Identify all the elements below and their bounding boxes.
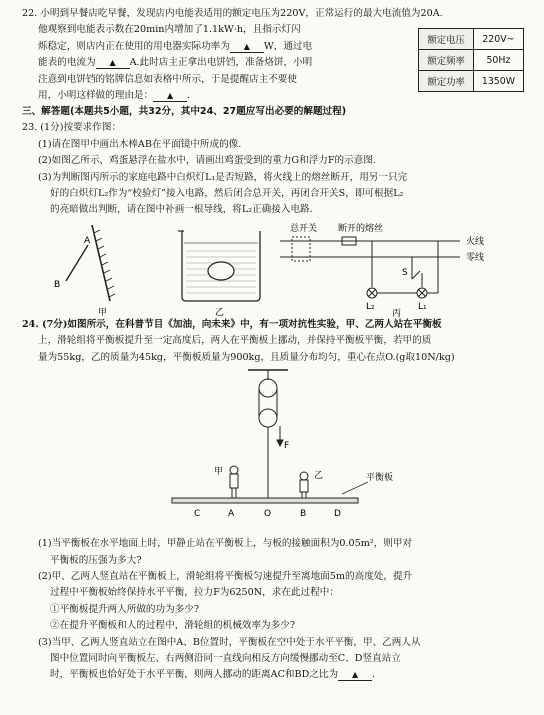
balance-board (172, 498, 358, 503)
q24-parts (22, 536, 530, 684)
q24-part-1b: 平衡板的压强为多大? (50, 554, 142, 566)
mirror-line (92, 225, 110, 301)
q24-figure-svg (22, 366, 530, 536)
table-value: 220V~ (473, 29, 523, 50)
q22-line-4: 能表的电流为 ▲ A.此时店主正拿出电饼铛，准备烙饼，小明 (38, 57, 313, 69)
q24-part-3c: 时，平衡板也恰好处于水平平衡，则两人挪动的距离AC和BD之比为 ▲ . (50, 669, 376, 681)
egg (208, 262, 234, 280)
nameplate-table (418, 28, 524, 92)
label-l2: L₂ (366, 301, 375, 312)
table-row (419, 29, 524, 50)
table-key: 额定功率 (419, 71, 474, 92)
pulley-system (248, 370, 288, 500)
table-value: 1350W (473, 71, 523, 92)
question-24 (22, 317, 530, 366)
q23-figures (22, 221, 530, 317)
table-key: 额定频率 (419, 50, 474, 71)
fixed-pulley (259, 379, 277, 397)
q23-figure-svg (22, 221, 530, 317)
answer-blank-current[interactable]: ▲ (96, 58, 130, 69)
q24-part-2-sub1: ①平衡板提升两人所做的功为多少? (50, 603, 200, 615)
table-value: 50Hz (473, 50, 523, 71)
answer-blank-reason[interactable]: ▲ (153, 91, 187, 102)
point-labels (194, 509, 341, 519)
label-main-switch: 总开关 (290, 223, 318, 234)
q23-line-4: (3)为判断图丙所示的家庭电路中白炽灯L₁是否短路，将火线上的熔丝断开，用另一只完 (38, 171, 408, 183)
label-jia: 甲 (214, 467, 224, 478)
question-22 (22, 6, 530, 104)
q24-part-2b: 过程中平衡板始终保持水平平衡，拉力F为6250N，求在此过程中： (50, 587, 339, 599)
switch-s (412, 271, 420, 279)
label-b: B (54, 279, 61, 290)
figure-yi (178, 231, 260, 317)
section-header: 三、解答题(本题共5小题，共32分，其中24、27题应写出必要的解题过程) (22, 106, 347, 118)
q23-line-2: (1)请在图甲中画出木棒AB在平面镜中所成的像. (38, 138, 242, 150)
question-23 (22, 120, 530, 218)
label-bing: 丙 (392, 308, 402, 317)
q23-line-3: (2)如图乙所示，鸡蛋悬浮在盐水中，请画出鸡蛋受到的重力G和浮力F的示意图. (38, 155, 376, 167)
label-board: 平衡板 (366, 473, 394, 484)
label-s: S (402, 267, 408, 278)
q24-part-1: (1)当平衡板在水平地面上时，甲静止站在平衡板上，与板的接触面积为0.05m²，则甲对 (38, 538, 413, 550)
label-f: F (284, 441, 290, 452)
label-jia: 甲 (98, 307, 108, 317)
label-fuse: 断开的熔丝 (338, 223, 384, 234)
q24-line-1: 24. (7分)如图所示，在科普节目《加油，向未来》中，有一项对抗性实验，甲、乙两人站在平衡板 (22, 318, 442, 330)
table-row (419, 50, 524, 71)
q22-line-1: 22. 小明到早餐店吃早餐，发现店内电能表适用的额定电压为220V，正常运行的最大电流值为20A. (22, 8, 443, 19)
label-neutral: 零线 (466, 252, 485, 263)
label-l1: L₁ (418, 301, 427, 312)
q24-line-2: 上，滑轮组将平衡板提升至一定高度后，两人在平衡板上挪动，并保持平衡板平衡，若甲的质 (38, 335, 432, 347)
label-c: C (194, 509, 201, 520)
q23-line-5: 好的白炽灯L₂作为“校验灯”接入电路，然后闭合总开关，再闭合开关S，即可根据L₂ (50, 188, 404, 200)
figure-jia (54, 225, 115, 317)
table-key: 额定电压 (419, 29, 474, 50)
label-a: A (84, 235, 91, 246)
q22-line-6: 用，小明这样做的理由是： ▲ . (38, 90, 191, 102)
table-row (419, 71, 524, 92)
movable-pulley (259, 409, 277, 427)
person-jia (230, 466, 238, 498)
q24-part-3b: 图中位置同时向平衡板左、右两侧沿同一直线向相反方向缓慢挪动至C、D竖直站立 (50, 652, 401, 664)
q24-line-3: 量为55kg，乙的质量为45kg，平衡板质量为900kg，且质量分布均匀，重心在点O.(g取10N/kg) (38, 351, 455, 363)
label-yi: 乙 (215, 307, 225, 317)
label-b: B (300, 509, 307, 520)
label-a: A (228, 509, 235, 520)
label-o: O (264, 509, 272, 520)
q24-part-2: (2)甲、乙两人竖直站在平衡板上，滑轮组将平衡板匀速提升至离地面5m的高度处，提升 (38, 570, 413, 582)
answer-blank-ratio[interactable]: ▲ (338, 670, 372, 681)
q23-line-1: 23. (1分)按要求作图： (22, 122, 122, 134)
figure-bing (280, 237, 460, 298)
mirror-hatching (94, 230, 115, 297)
q24-part-3: (3)当甲、乙两人竖直站立在图中A、B位置时，平衡板在空中处于水平平衡，甲、乙两人从 (38, 636, 421, 648)
q22-line-5: 注意到电饼铛的铭牌信息如表格中所示，于是提醒店主不要使 (38, 73, 298, 85)
q22-line-2: 他观察到电能表示数在20min内增加了1.1kW·h，且指示灯闪 (38, 24, 301, 36)
answer-blank-power[interactable]: ▲ (230, 42, 264, 53)
label-live: 火线 (466, 236, 485, 247)
person-yi (300, 472, 308, 498)
q24-figure (22, 366, 530, 536)
label-yi: 乙 (314, 471, 324, 482)
q23-line-6: 的亮暗做出判断，请在图中补画一根导线，将L₂正确接入电路. (50, 204, 313, 216)
q24-part-2-sub2: ②在提升平衡板和人的过程中，滑轮组的机械效率为多少? (50, 620, 295, 632)
q22-line-3: 烁稳定，则店内正在使用的用电器实际功率为 ▲ W，通过电 (38, 40, 313, 52)
label-d: D (334, 509, 341, 520)
stick-ab (66, 245, 88, 281)
